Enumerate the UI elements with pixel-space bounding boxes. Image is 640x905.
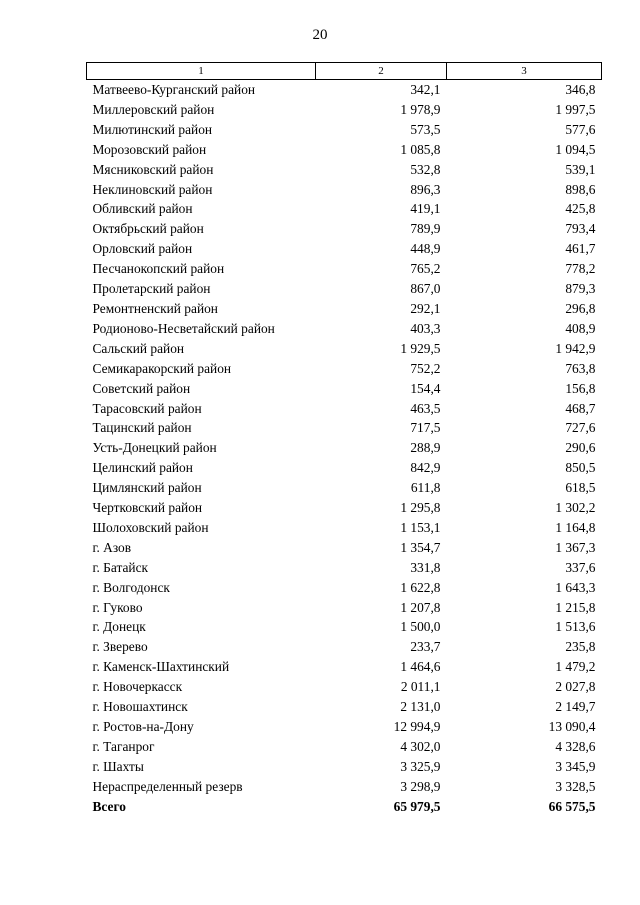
row-value-col3: 425,8 (565, 201, 596, 217)
row-value-col3: 4 328,6 (555, 738, 596, 754)
table-row (87, 379, 602, 399)
row-name-cell: г. Новошахтинск (92, 699, 188, 715)
table-row (87, 697, 602, 717)
row-name-cell: Целинский район (92, 460, 193, 476)
row-name-cell: г. Ростов-на-Дону (92, 719, 194, 734)
row-value-col2: 752,2 (410, 360, 441, 376)
row-name-cell: г. Батайск (92, 559, 149, 575)
table-row (87, 578, 602, 598)
row-value-col2: 842,9 (410, 460, 441, 476)
row-value-col2: 1 085,8 (400, 141, 441, 157)
row-value-col2: 2 131,0 (400, 699, 441, 715)
row-name-cell: Орловский район (92, 241, 193, 257)
table-row (87, 80, 602, 100)
row-name-cell: Ремонтненский район (92, 300, 218, 316)
table-row (87, 558, 602, 578)
row-name-cell: г. Азов (92, 539, 132, 555)
row-value-col3: 850,5 (565, 460, 596, 476)
row-name-cell: Семикаракорский район (92, 360, 232, 376)
table-row (87, 498, 602, 518)
table-header (87, 63, 602, 80)
row-value-col2: 1 929,5 (400, 340, 441, 356)
row-value-col2: 611,8 (410, 480, 441, 496)
row-name-cell: Сальский район (92, 340, 185, 356)
table-row (87, 418, 602, 438)
row-value-col3: 727,6 (565, 420, 596, 436)
table-row (87, 339, 602, 359)
row-name-cell: Песчанокопский район (92, 261, 225, 277)
table-row (87, 617, 602, 637)
row-name-cell: г. Волгодонск (92, 579, 170, 595)
row-value-col3: 1 215,8 (555, 599, 596, 615)
row-value-col3: 618,5 (565, 480, 596, 496)
row-name-cell: Тацинский район (92, 420, 192, 436)
row-value-col2: 1 354,7 (400, 539, 441, 555)
row-value-col3: 577,6 (565, 121, 596, 137)
row-value-col3: 1 094,5 (555, 141, 596, 157)
row-value-col2: 292,1 (410, 300, 441, 316)
table-row (87, 399, 602, 419)
row-value-col3: 879,3 (565, 281, 596, 297)
table-row (87, 757, 602, 777)
table-row (87, 219, 602, 239)
row-name-cell: Советский район (92, 380, 191, 396)
table-row (87, 299, 602, 319)
row-value-col3: 763,8 (565, 360, 596, 376)
row-value-col2: 3 298,9 (400, 778, 441, 794)
row-name-cell: г. Шахты (92, 758, 144, 774)
row-value-col3: 898,6 (565, 181, 596, 197)
row-value-col3: 66 575,5 (548, 798, 596, 814)
row-value-col3: 3 328,5 (555, 778, 596, 794)
table-row (87, 100, 602, 120)
table-row (87, 259, 602, 279)
row-value-col2: 1 207,8 (400, 599, 441, 615)
row-name-cell: Шолоховский район (92, 519, 209, 535)
row-value-col3: 1 302,2 (555, 500, 596, 516)
row-value-col3: 290,6 (565, 440, 596, 456)
row-name-cell: Цимлянский район (92, 480, 202, 496)
row-value-col3: 296,8 (565, 300, 596, 316)
row-value-col2: 1 622,8 (400, 579, 441, 595)
row-name-cell: Родионово-Несветайский район (92, 320, 275, 336)
row-name-cell: Всего (92, 798, 126, 814)
row-value-col2: 2 011,1 (400, 679, 441, 695)
table-row (87, 359, 602, 379)
row-name-cell: Матвеево-Курганский район (92, 82, 256, 97)
row-value-col2: 12 994,9 (393, 719, 441, 734)
row-value-col2: 288,9 (410, 440, 441, 456)
row-name-cell: Мясниковский район (92, 161, 214, 177)
row-value-col3: 2 149,7 (555, 699, 596, 715)
row-name-cell: Чертковский район (92, 500, 203, 516)
row-value-col3: 156,8 (565, 380, 596, 396)
row-value-col3: 235,8 (565, 639, 596, 655)
row-value-col3: 3 345,9 (555, 758, 596, 774)
row-value-col3: 1 942,9 (555, 340, 596, 356)
row-name-cell: Неклиновский район (92, 181, 213, 197)
table-row (87, 180, 602, 200)
row-value-col3: 778,2 (565, 261, 596, 277)
row-value-col2: 419,1 (410, 201, 441, 217)
row-value-col2: 65 979,5 (393, 798, 441, 814)
row-value-col2: 331,8 (410, 559, 441, 575)
row-value-col3: 1 164,8 (555, 519, 596, 535)
column-header-3: 3 (447, 63, 602, 80)
table-row (87, 239, 602, 259)
page-number: 20 (312, 27, 328, 43)
row-name-cell: Нераспределенный резерв (92, 778, 243, 794)
table-row (87, 279, 602, 299)
table-row (87, 677, 602, 697)
row-value-col3: 793,4 (565, 221, 596, 237)
row-value-col3: 13 090,4 (548, 719, 596, 734)
row-value-col2: 342,1 (410, 82, 441, 97)
row-name-cell: г. Новочеркасск (92, 679, 183, 695)
table-row (87, 319, 602, 339)
row-value-col2: 789,9 (410, 221, 441, 237)
row-value-col3: 461,7 (565, 241, 596, 257)
row-value-col3: 1 367,3 (555, 539, 596, 555)
row-value-col2: 1 464,6 (400, 659, 441, 675)
row-value-col2: 896,3 (410, 181, 441, 197)
row-value-col2: 717,5 (410, 420, 441, 436)
table-row (87, 717, 602, 737)
table-row (87, 777, 602, 797)
row-value-col3: 337,6 (565, 559, 596, 575)
row-name-cell: г. Каменск-Шахтинский (92, 659, 230, 675)
row-value-col2: 403,3 (410, 320, 441, 336)
total-row (87, 797, 602, 817)
row-value-col3: 1 643,3 (555, 579, 596, 595)
row-value-col2: 765,2 (410, 261, 441, 277)
row-name-cell: Обливский район (92, 201, 193, 217)
data-table (86, 62, 602, 817)
table-row (87, 538, 602, 558)
table-row (87, 438, 602, 458)
table-row (87, 458, 602, 478)
row-value-col2: 154,4 (410, 380, 441, 396)
row-value-col3: 1 513,6 (555, 619, 596, 635)
row-value-col2: 3 325,9 (400, 758, 441, 774)
row-name-cell: г. Гуково (92, 599, 143, 615)
row-value-col3: 2 027,8 (555, 679, 596, 695)
table-body (87, 80, 602, 817)
row-value-col3: 1 997,5 (555, 101, 596, 117)
row-value-col2: 1 500,0 (400, 619, 441, 635)
row-value-col2: 4 302,0 (400, 738, 441, 754)
row-value-col2: 233,7 (410, 639, 441, 655)
row-value-col2: 463,5 (410, 400, 441, 416)
row-value-col2: 867,0 (410, 281, 441, 297)
table-row (87, 120, 602, 140)
row-value-col2: 532,8 (410, 161, 441, 177)
row-value-col3: 1 479,2 (555, 659, 596, 675)
row-name-cell: Октябрьский район (92, 221, 204, 237)
table-row (87, 478, 602, 498)
row-value-col2: 1 153,1 (400, 519, 441, 535)
table-row (87, 160, 602, 180)
table-row (87, 637, 602, 657)
row-name-cell: г. Зверево (92, 639, 148, 655)
table-row (87, 140, 602, 160)
row-name-cell: г. Донецк (92, 619, 146, 635)
table-row (87, 598, 602, 618)
row-name-cell: г. Таганрог (92, 738, 155, 754)
row-value-col2: 1 295,8 (400, 500, 441, 516)
column-header-2: 2 (316, 63, 447, 80)
row-name-cell: Милютинский район (92, 121, 213, 137)
table-row (87, 518, 602, 538)
table-row (87, 737, 602, 757)
row-name-cell: Пролетарский район (92, 281, 211, 297)
table-row (87, 199, 602, 219)
row-value-col3: 408,9 (565, 320, 596, 336)
row-name-cell: Миллеровский район (92, 101, 215, 117)
row-value-col3: 468,7 (565, 400, 596, 416)
table-row (87, 657, 602, 677)
row-value-col2: 573,5 (410, 121, 441, 137)
row-name-cell: Тарасовский район (92, 400, 202, 416)
row-name-cell: Морозовский район (92, 141, 207, 157)
row-name-cell: Усть-Донецкий район (92, 440, 217, 456)
row-value-col3: 346,8 (565, 82, 596, 97)
column-header-1: 1 (87, 63, 316, 80)
row-value-col3: 539,1 (565, 161, 596, 177)
row-value-col2: 448,9 (410, 241, 441, 257)
row-value-col2: 1 978,9 (400, 101, 441, 117)
